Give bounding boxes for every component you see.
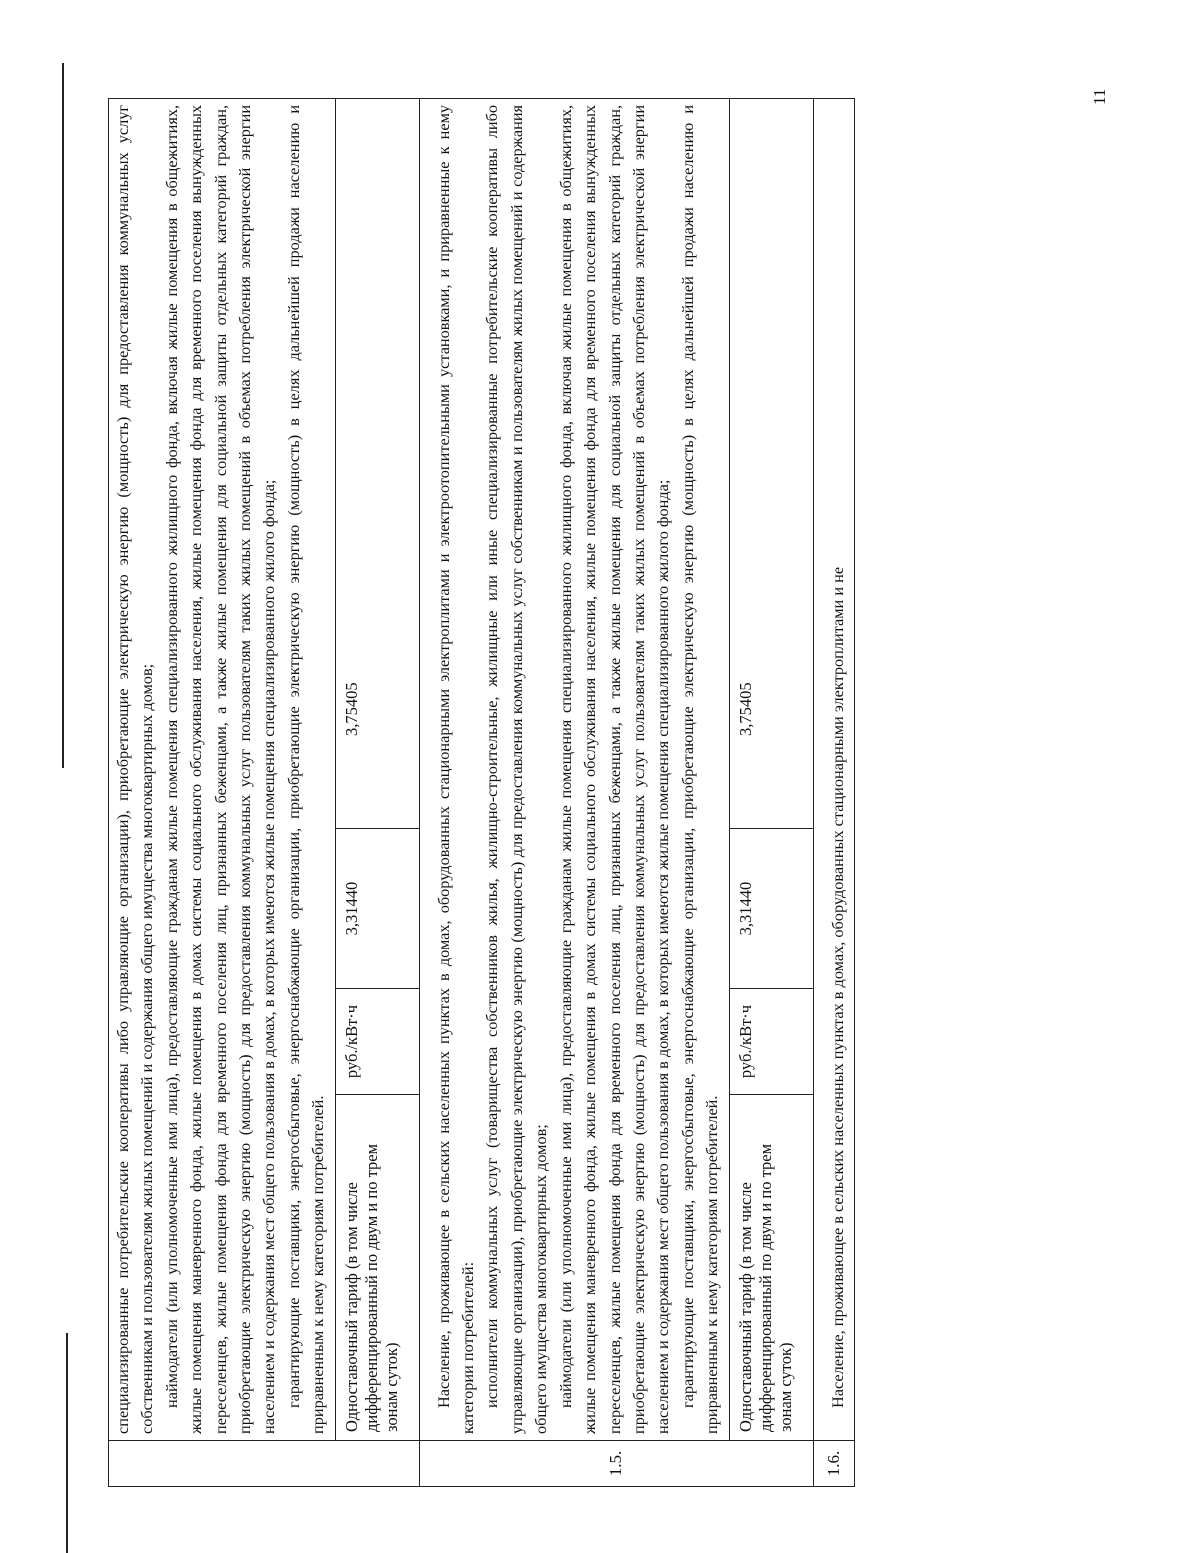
paragraph: Население, проживающее в сельских населенных пунктах в домах, оборудованных стационарными электроплитами и не	[827, 566, 847, 1408]
row-description	[419, 98, 729, 1440]
tariff-unit: руб./кВт·ч	[335, 989, 419, 1095]
tariff-label: Одноставочный тариф (в том числе дифференцированный по двум и по трем зонам суток)	[335, 1095, 419, 1441]
paragraph: гарантирующие поставщики, энергосбытовые, энергоснабжающие организации, приобретающие электрическую энергию (мощность) в целях дальнейшей продажи населению и приравненным к нему категориям потребителей.	[283, 104, 328, 1434]
paragraph: исполнители коммунальных услуг (товарищества собственников жилья, жилищно-строительные, жилищные или иные специализированные потребительские кооперативы либо управляющие организации), приобретающие электрическую энергию (мощность) для предоставления коммунальных услуг собственникам и пользователям жилых помещений и содержания общего имущества многоквартирных домов;	[482, 104, 551, 1434]
text-row	[813, 98, 854, 1486]
paragraph: специализированные потребительские кооперативы либо управляющие организации), приобретающие электрическую энергию (мощность) для предоставления коммунальных услуг собственникам и пользователям жилых помещений и содержания общего имущества многоквартирных домов;	[113, 104, 157, 1434]
tariff-value-first-half: 3,31440	[335, 829, 419, 989]
tariff-value-first-half: 3,31440	[729, 829, 813, 989]
tariff-value-second-half: 3,75405	[335, 98, 419, 828]
paragraph: наймодатели (или уполномоченные ими лица), предоставляющие гражданам жилые помещения специализированного жилищного фонда, включая жилые помещения в общежитиях, жилые помещения маневренного фонда, жилые помещения в домах системы социального обслуживания населения, жилые помещения фонда для временного поселения вынужденных переселенцев, жилые помещения фонда для временного поселения лиц, признанных беженцами, а также жилые помещения для социальной защиты отдельных категорий граждан, приобретающие электрическую энергию (мощность) для предоставления коммунальных услуг пользователям таких жилых помещений в объемах потребления электрической энергии населением и содержания мест общего пользования в домах, в которых имеются жилые помещения специализированного жилого фонда;	[161, 104, 279, 1434]
row-description	[109, 98, 336, 1440]
tariff-value-second-half: 3,75405	[729, 98, 813, 828]
row-number	[109, 1441, 420, 1487]
page-number: 11	[1090, 88, 1109, 105]
paragraph: наймодатели (или уполномоченные ими лица), предоставляющие гражданам жилые помещения специализированного жилищного фонда, включая жилые помещения в общежитиях, жилые помещения маневренного фонда, жилые помещения в домах системы социального обслуживания населения, жилые помещения фонда для временного поселения вынужденных переселенцев, жилые помещения фонда для временного поселения лиц, признанных беженцами, а также жилые помещения для социальной защиты отдельных категорий граждан, приобретающие электрическую энергию (мощность) для предоставления коммунальных услуг пользователям таких жилых помещений в объемах потребления электрической энергии населением и содержания мест общего пользования в домах, в которых имеются жилые помещения специализированного жилого фонда;	[555, 104, 673, 1434]
row-number: 1.5.	[419, 1441, 813, 1487]
row-description	[813, 98, 854, 1440]
text-row	[419, 98, 729, 1486]
tariff-unit: руб./кВт·ч	[729, 989, 813, 1095]
scan-edge-line	[62, 63, 64, 768]
paragraph: гарантирующие поставщики, энергосбытовые, энергоснабжающие организации, приобретающие электрическую энергию (мощность) в целях дальнейшей продажи населению и приравненным к нему категориям потребителей.	[677, 104, 722, 1434]
tariff-row	[729, 98, 813, 1486]
row-number: 1.6.	[813, 1441, 854, 1487]
tariff-label: Одноставочный тариф (в том числе дифференцированный по двум и по трем зонам суток)	[729, 1095, 813, 1441]
tariff-table	[108, 98, 855, 1487]
tariff-row	[335, 98, 419, 1486]
text-row	[109, 98, 336, 1486]
scan-edge-line	[66, 1333, 68, 1553]
paragraph: Население, проживающее в сельских населенных пунктах в домах, оборудованных стационарными электроплитами и электроотопительными установками, и приравненные к нему категории потребителей:	[433, 104, 478, 1434]
